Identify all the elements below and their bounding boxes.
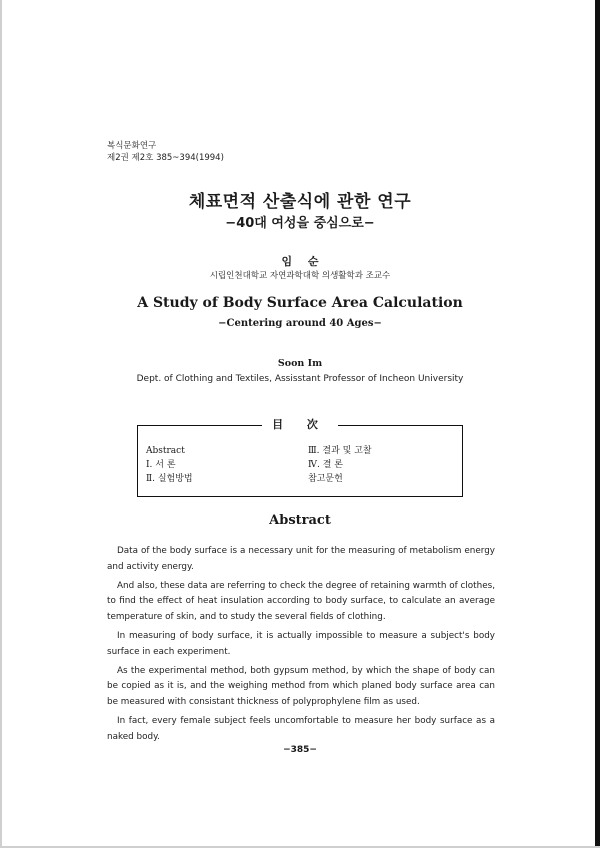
- toc-item: Ⅳ. 결 론: [308, 460, 343, 470]
- abstract-body: [107, 544, 495, 749]
- scan-edge-left: [0, 0, 2, 848]
- toc-item: Ⅱ. 실험방법: [146, 474, 193, 484]
- abstract-paragraph: Data of the body surface is a necessary unit for the measuring of metabolism energy and activity energy.: [107, 546, 495, 572]
- abstract-paragraph: As the experimental method, both gypsum method, by which the shape of body can be copied as it is, and the weighing method from which planed body surface area can be measured with consistant thickness of polyprophylene film as used.: [107, 665, 495, 708]
- toc-item: 참고문헌: [308, 474, 343, 484]
- english-author: Soon Im: [277, 358, 323, 369]
- toc-item: Ⅰ. 서 론: [146, 460, 176, 470]
- toc-heading: [137, 416, 463, 432]
- korean-title: 체표면적 산출식에 관한 연구: [188, 192, 412, 212]
- journal-name: 복식문화연구: [107, 141, 157, 151]
- toc-left-column: [146, 444, 193, 486]
- toc-item: Ⅲ. 결과 및 고찰: [308, 446, 372, 456]
- english-title: A Study of Body Surface Area Calculation: [137, 295, 463, 311]
- journal-header: [107, 140, 224, 164]
- english-affiliation: Dept. of Clothing and Textiles, Assisstant Professor of Incheon University: [136, 374, 464, 384]
- toc-heading-text: 目 次: [262, 418, 338, 431]
- korean-subtitle: −40대 여성을 중심으로−: [225, 216, 375, 231]
- toc-right-column: [308, 444, 372, 486]
- journal-volume-issue: 제2권 제2호 385~394(1994): [107, 153, 224, 163]
- abstract-paragraph: In fact, every female subject feels uncomfortable to measure her body surface as a naked body.: [107, 715, 495, 742]
- abstract-heading: Abstract: [269, 513, 331, 528]
- english-subtitle: −Centering around 40 Ages−: [218, 318, 382, 329]
- toc-item: Abstract: [146, 446, 185, 456]
- page-number: −385−: [283, 745, 317, 755]
- abstract-paragraph: In measuring of body surface, it is actually impossible to measure a subject's body surface in each experiment.: [107, 630, 495, 657]
- scan-edge-right: [595, 0, 600, 848]
- korean-author: 임 순: [281, 255, 319, 268]
- korean-affiliation: 시립인천대학교 자연과학대학 의생활학과 조교수: [209, 271, 391, 281]
- abstract-paragraph: And also, these data are referring to check the degree of retaining warmth of clothes, to find the effect of heat insulation according to body surface, to calculate an average temperature of skin, and to study the several fields of clothing.: [107, 580, 495, 623]
